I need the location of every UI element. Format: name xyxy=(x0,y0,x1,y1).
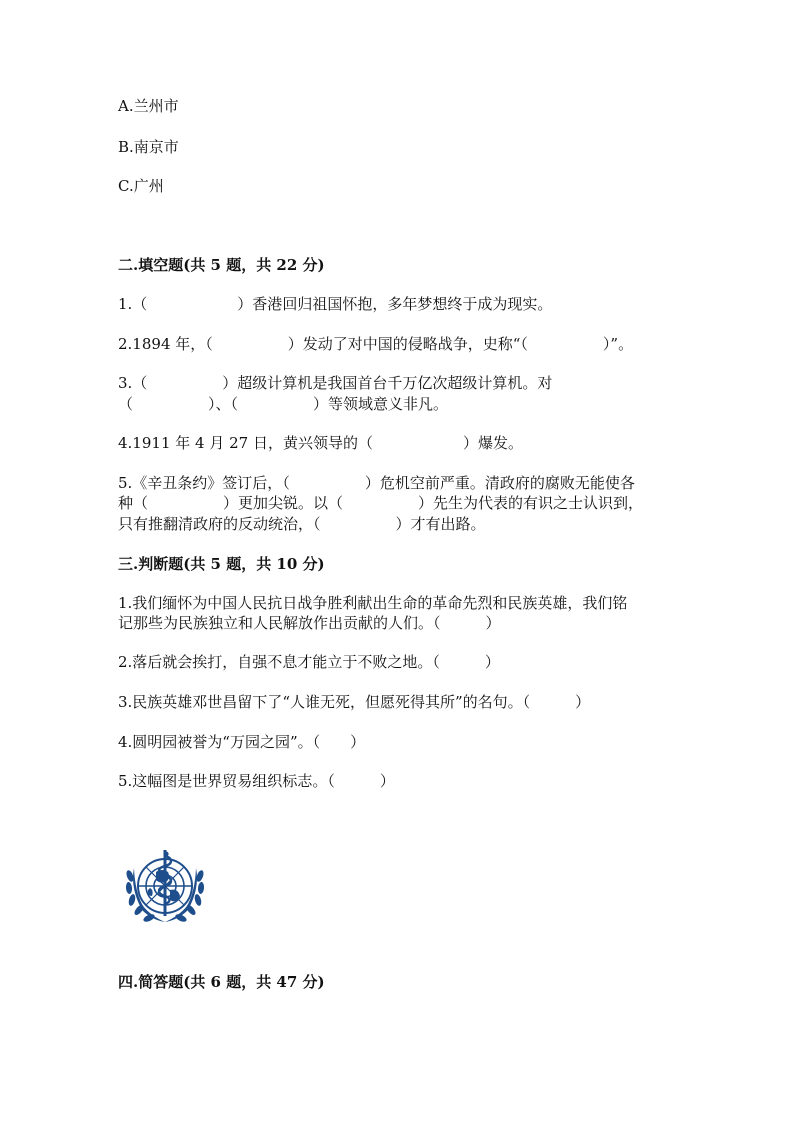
fill-question-2: 2.1894 年，（ ）发动了对中国的侵略战争，史称“（ ）”。 xyxy=(118,335,634,353)
section3-heading: 三.判断题(共 5 题，共 10 分) xyxy=(118,555,325,573)
fill-question-5-line3: 只有推翻清政府的反动统治，（ ）才有出路。 xyxy=(118,515,486,533)
section2-heading: 二.填空题(共 5 题，共 22 分) xyxy=(118,256,325,274)
fill-question-4: 4.1911 年 4 月 27 日，黄兴领导的（ ）爆发。 xyxy=(118,434,523,452)
judge-question-3: 3.民族英雄邓世昌留下了“人谁无死，但愿死得其所”的名句。（ ） xyxy=(118,693,591,711)
judge-question-1-line1: 1.我们缅怀为中国人民抗日战争胜利献出生命的革命先烈和民族英雄，我们铭 xyxy=(118,594,628,612)
judge-question-2: 2.落后就会挨打，自强不息才能立于不败之地。（ ） xyxy=(118,653,500,671)
judge-question-5: 5.这幅图是世界贸易组织标志。（ ） xyxy=(118,772,395,790)
fill-question-3-line2: （ ）、（ ）等领域意义非凡。 xyxy=(118,395,449,413)
section4-heading: 四.简答题(共 6 题，共 47 分) xyxy=(118,973,325,991)
option-c: C.广州 xyxy=(118,177,164,195)
fill-question-3-line1: 3.（ ）超级计算机是我国首台千万亿次超级计算机。对 xyxy=(118,374,553,392)
fill-question-5-line1: 5.《辛丑条约》签订后，（ ）危机空前严重。清政府的腐败无能使各 xyxy=(118,474,635,492)
judge-question-4: 4.圆明园被誉为“万园之园”。（ ） xyxy=(118,733,366,751)
judge-question-1-line2: 记那些为民族独立和人民解放作出贡献的人们。（ ） xyxy=(118,614,501,632)
fill-question-1: 1.（ ）香港回归祖国怀抱，多年梦想终于成为现实。 xyxy=(118,295,553,313)
option-b: B.南京市 xyxy=(118,138,179,156)
option-a: A.兰州市 xyxy=(118,97,179,115)
un-emblem-icon xyxy=(120,842,210,930)
fill-question-5-line2: 种（ ）更加尖锐。以（ ）先生为代表的有识之士认识到， xyxy=(118,494,644,512)
